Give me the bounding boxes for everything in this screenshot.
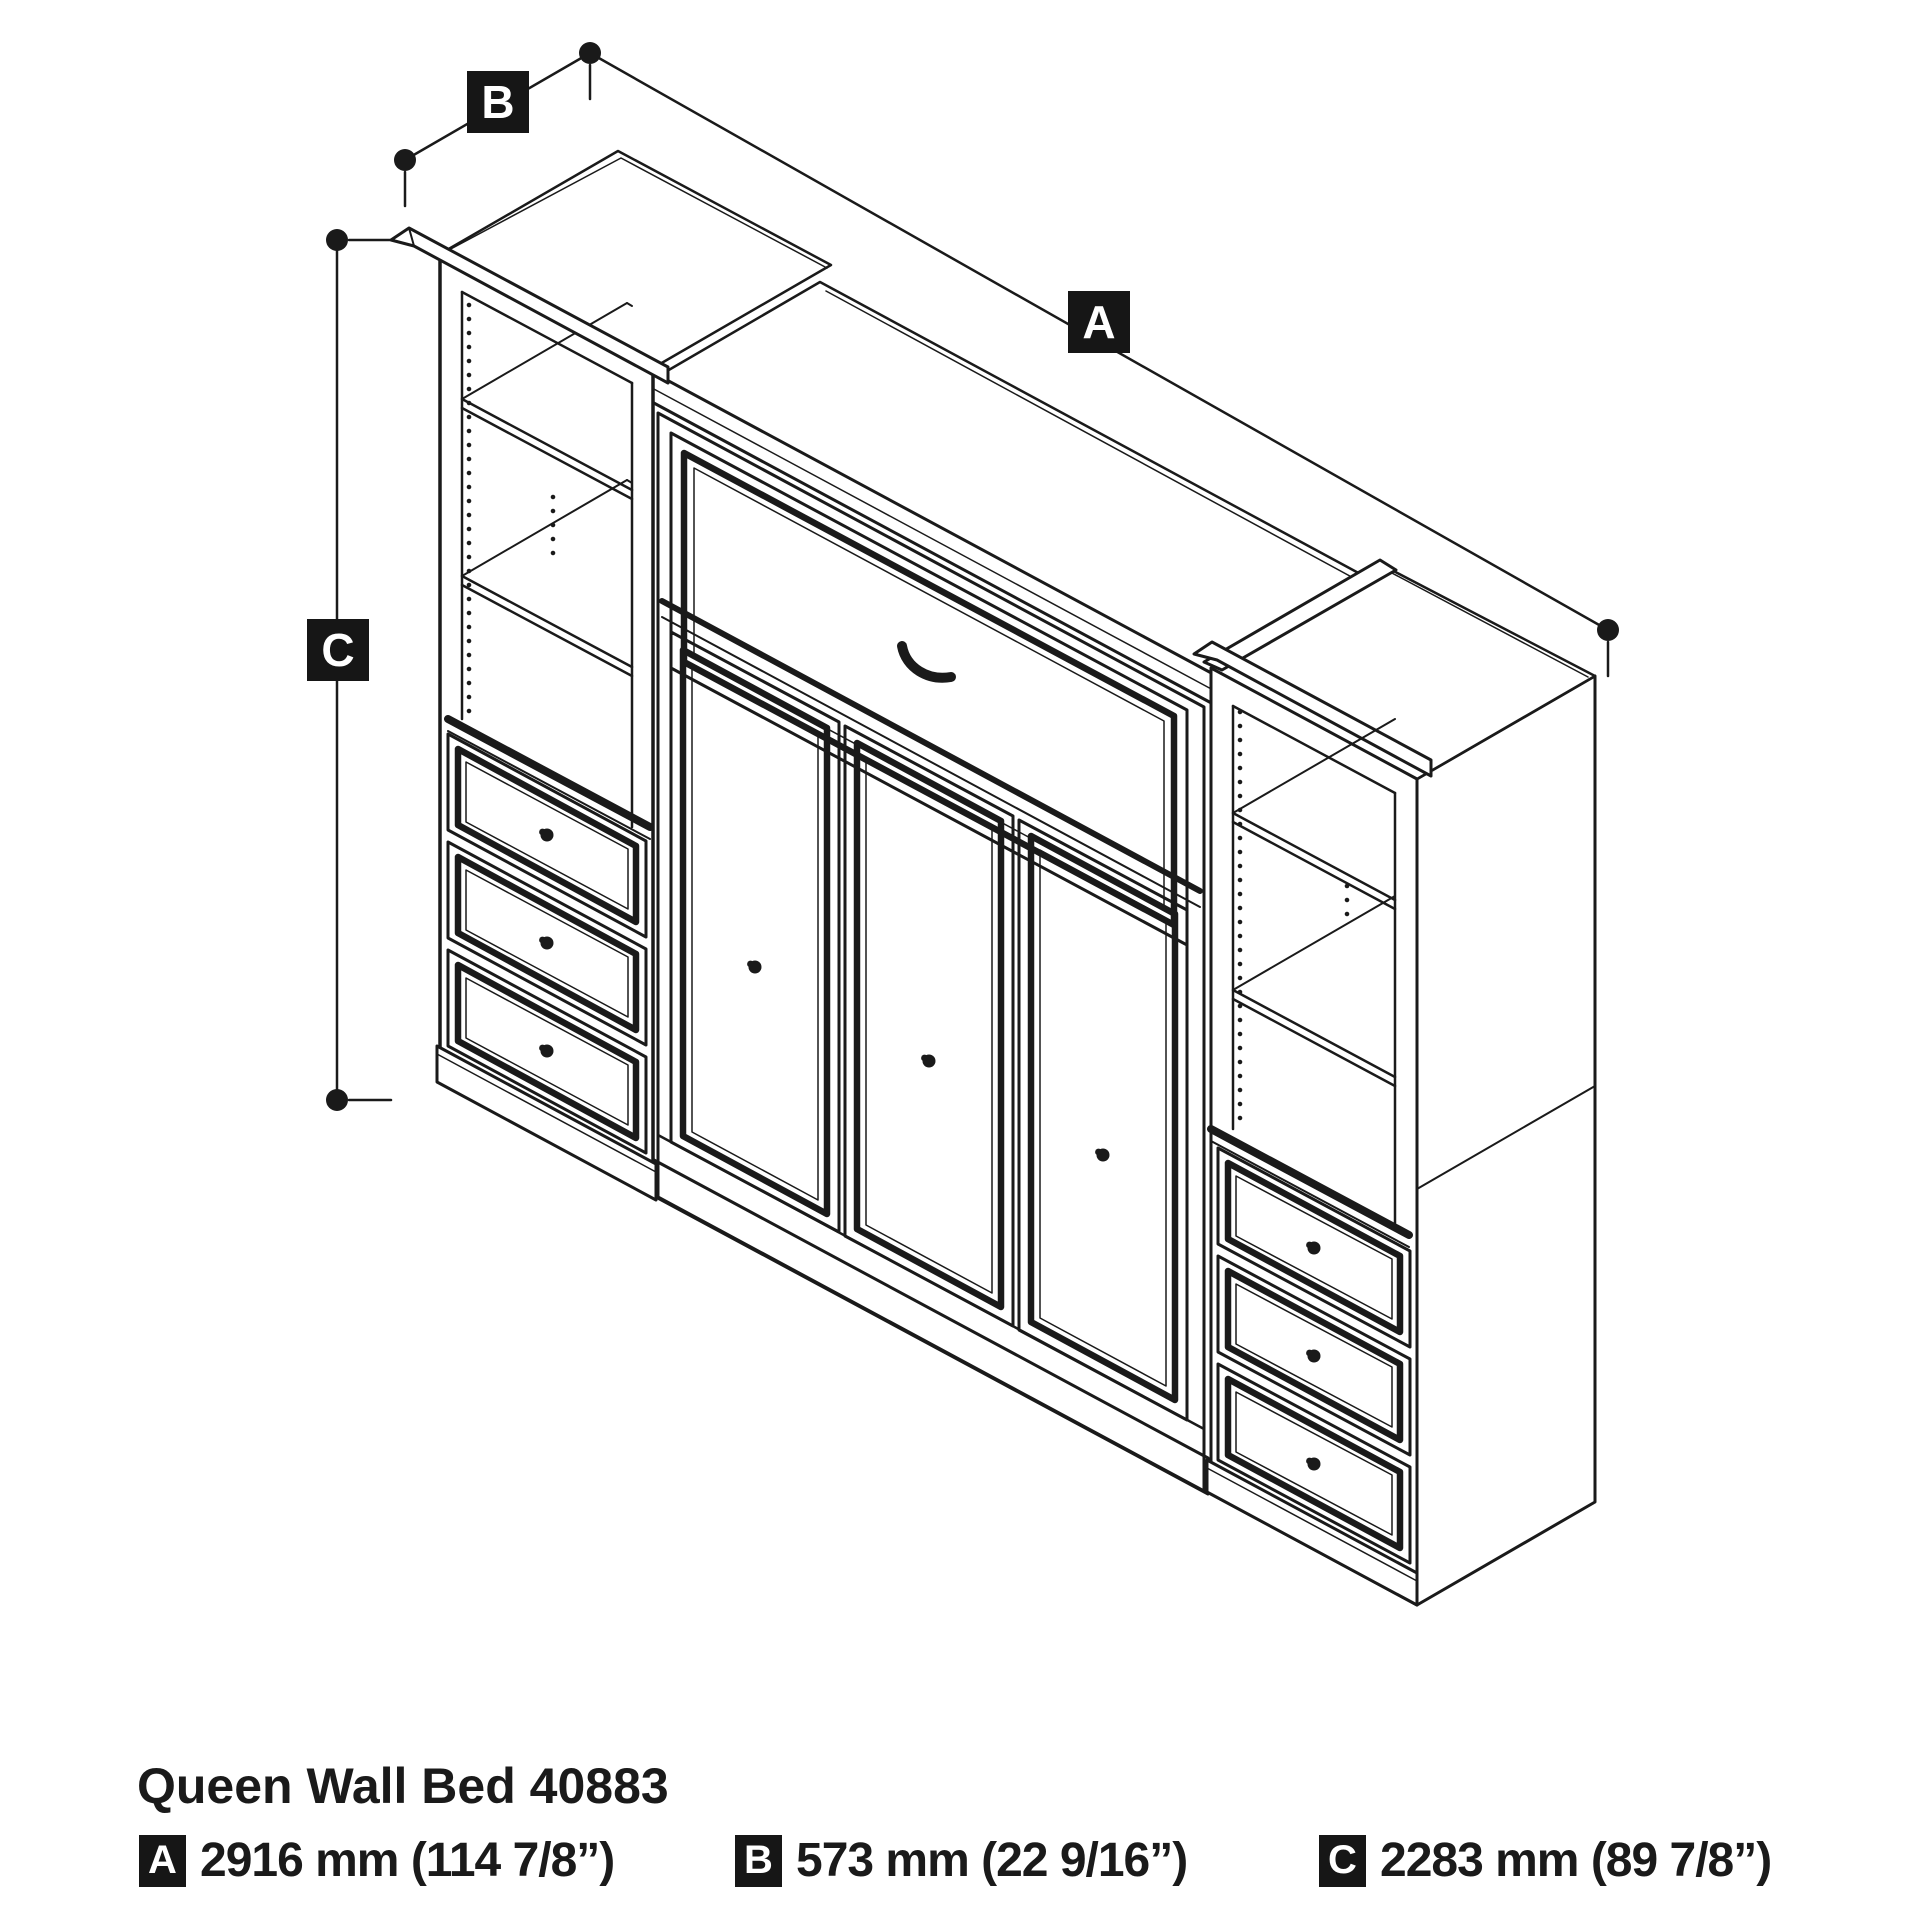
legend-marker-a: A xyxy=(139,1835,186,1887)
dimension-legend-a xyxy=(139,1833,614,1888)
marker-letter-a: A xyxy=(1082,296,1116,348)
right-storage-tower xyxy=(1194,560,1595,1605)
legend-marker-c: C xyxy=(1319,1835,1366,1887)
marker-letter-b: B xyxy=(481,76,515,128)
marker-letter-c: C xyxy=(321,624,355,676)
legend-value-a: 2916 mm (114 7/8”) xyxy=(200,1834,615,1887)
dimension-legend-c xyxy=(1319,1833,1771,1888)
product-title: Queen Wall Bed 40883 xyxy=(137,1758,669,1814)
legend-value-b: 573 mm (22 9/16”) xyxy=(796,1834,1188,1887)
dimension-legend-b xyxy=(735,1833,1187,1888)
legend-marker-b: B xyxy=(735,1835,782,1887)
legend-value-c: 2283 mm (89 7/8”) xyxy=(1380,1834,1772,1887)
